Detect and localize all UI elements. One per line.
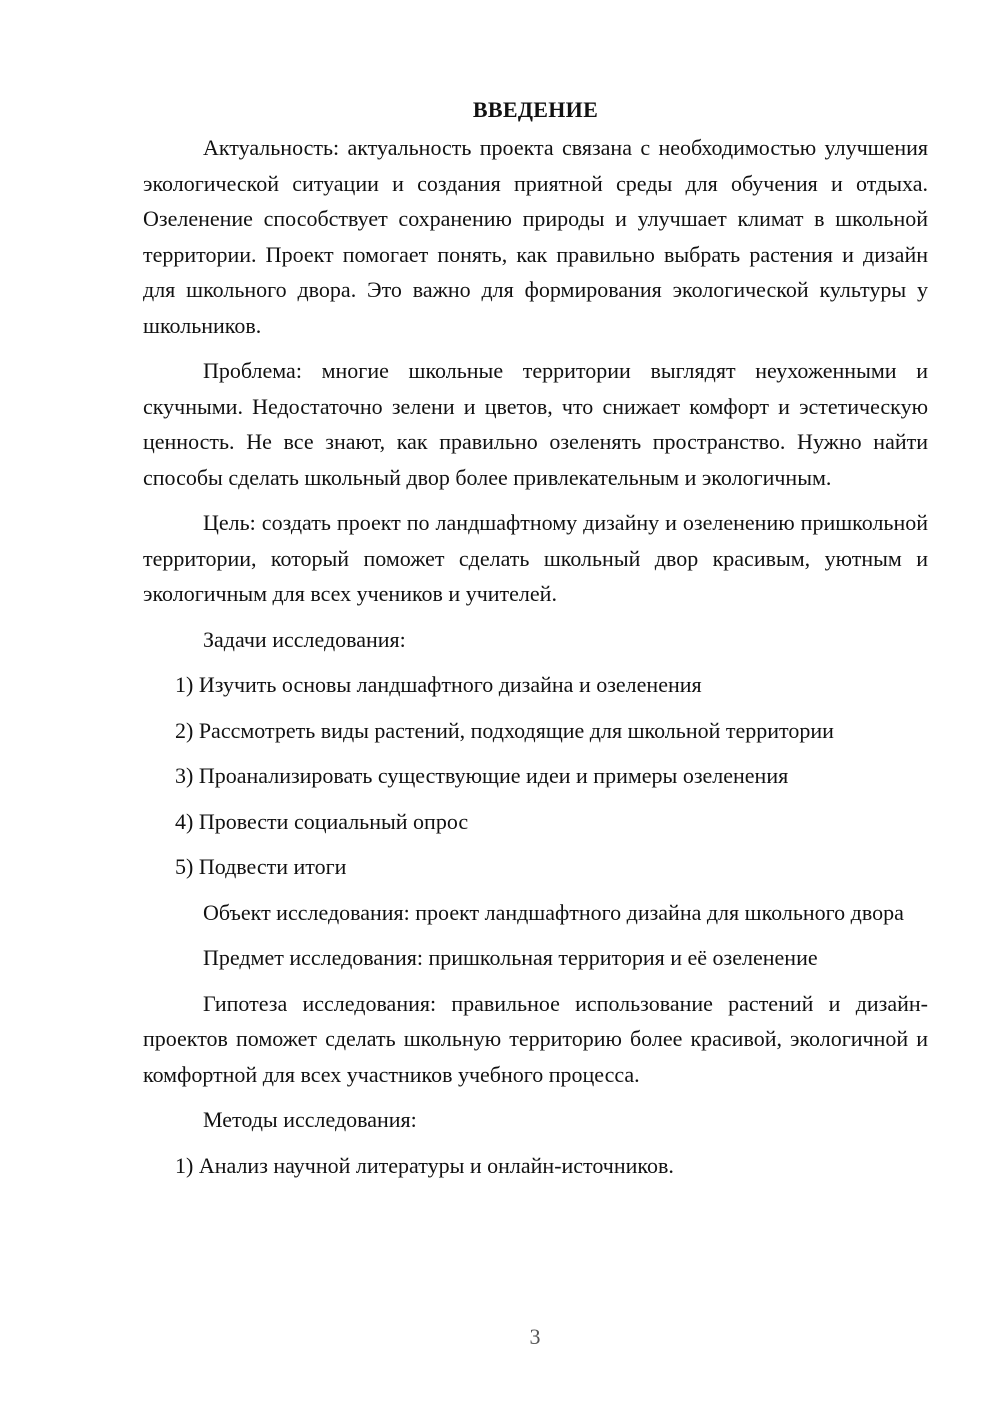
object-paragraph: Объект исследования: проект ландшафтного дизайна для школьного двора [203,899,904,925]
task-item-4: 4) Провести социальный опрос [175,808,469,834]
page-number: 3 [529,1324,541,1349]
tasks-heading: Задачи исследования: [203,626,406,652]
methods-heading: Методы исследования: [203,1107,417,1132]
page-title: ВВЕДЕНИЕ [472,97,599,122]
document-body [143,92,928,1193]
task-item-3: 3) Проанализировать существующие идеи и примеры озеленения [175,763,789,788]
goal-paragraph: Цель: создать проект по ландшафтному дизайну и озеленению пришкольной территории, который поможет сделать школьный двор красивым, уютным и экологичным для всех учеников и учителей. [143,510,928,606]
task-item-1: 1) Изучить основы ландшафтного дизайна и озеленения [175,672,702,697]
task-item-5: 5) Подвести итоги [175,854,347,879]
subject-paragraph: Предмет исследования: пришкольная территория и её озеленение [203,945,818,970]
method-item-1: 1) Анализ научной литературы и онлайн-источников. [175,1152,674,1178]
problem-paragraph: Проблема: многие школьные территории выглядят неухоженными и скучными. Недостаточно зелени и цветов, что снижает комфорт и эстетическую ценность. Не все знают, как правильно озеленять пространство. Нужно найти способы сделать школьный двор более привлекательным и экологичным. [143,358,928,490]
task-item-2: 2) Рассмотреть виды растений, подходящие для школьной территории [175,717,834,743]
relevance-paragraph: Актуальность: актуальность проекта связана с необходимостью улучшения экологической ситуации и создания приятной среды для обучения и отдыха. Озеленение способствует сохранению природы и улучшает климат в школьной территории. Проект помогает понять, как правильно выбрать растения и дизайн для школьного двора. Это важно для формирования экологической культуры у школьников. [143,135,928,338]
hypothesis-paragraph: Гипотеза исследования: правильное использование растений и дизайн-проектов поможет сделать школьную территорию более красивой, экологичной и комфортной для всех участников учебного процесса. [143,990,928,1087]
